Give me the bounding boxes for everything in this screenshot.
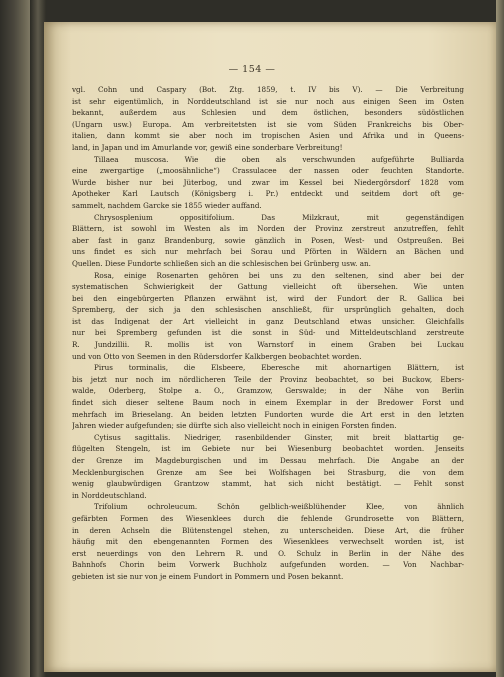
text-line: Mecklenburgischen Grenze am See bei Wolfshagen bei Strasburg, die von dem: [72, 467, 464, 477]
text-line: Bahnhofs Chorin beim Vorwerk Buchholz aufgefunden worden. — Von Nachbar-: [72, 560, 464, 570]
text-line: Cytisus sagittalis. Niedriger, rasenbildender Ginster, mit breit blattartig ge-: [94, 432, 464, 442]
text-line: Tillaea muscosa. Wie die oben als verschwunden aufgeführte Bulliarda: [94, 154, 464, 164]
text-line: sammelt, nachdem Garcke sie 1855 wieder auffand.: [72, 200, 262, 210]
text-line: Trifolium ochroleucum. Schön gelblich-weißblühender Klee, von ähnlich: [94, 502, 464, 512]
page-number: — 154 —: [228, 64, 276, 75]
text-line: und von Otto von Seemen in den Rüdersdorfer Kalkbergen beobachtet worden.: [72, 351, 362, 361]
text-line: Spremberg, der sich ja den schlesischen anschließt, für ursprünglich gehalten, doch: [72, 305, 464, 315]
text-line: Wurde bisher nur bei Jüterbog, und zwar im Kessel bei Niedergörsdorf 1828 vom: [72, 177, 464, 187]
text-line: land, in Japan und im Amurlande vor, gewiß eine sonderbare Verbreitung!: [72, 142, 343, 152]
text-line: walde, Oderberg, Stolpe a. O., Gramzow, Gerswalde; in der Nähe von Berlin: [72, 386, 464, 396]
text-line: italien, dann kommt sie aber noch im tropischen Asien und Afrika und in Queens-: [72, 131, 464, 141]
text-line: Quellen. Diese Fundorte schließen sich an die schlesischen bei Grünberg usw. an.: [72, 258, 371, 268]
text-line: häufig mit den ebengenannten Formen des Wiesenklees verwechselt worden ist, ist: [72, 537, 464, 547]
text-line: wenig glaubwürdigen Grantzow stammt, hat sich nicht bestätigt. — Fehlt sonst: [72, 479, 464, 489]
text-line: der Grenze im Magdeburgischen und im Dessau mehrfach. Die Angabe an der: [72, 456, 464, 465]
text-line: bei den eingebürgerten Pflanzen erwähnt ist, wird der Fundort der R. Gallica bei: [72, 293, 464, 303]
text-line: in deren Achseln die Blütenstengel stehen, zu unterscheiden. Diese Art, die früher: [72, 525, 464, 535]
text-line: flügelten Stengeln, ist im Gebiete nur bei Wiesenburg beobachtet worden. Jenseits: [72, 444, 464, 454]
text-line: Pirus torminalis, die Elsbeere, Eberesche mit ahornartigen Blättern, ist: [94, 363, 464, 373]
text-line: uns findet es sich nur mehrfach bei Sorau und Pförten in Wäldern an Bächen und: [72, 247, 464, 257]
text-line: systematischen Schwierigkeit der Gattung vielleicht oft übersehen. Wie unten: [72, 282, 464, 292]
text-line: Rosa, einige Rosenarten gehören bei uns zu den seltenen, sind aber bei der: [94, 270, 464, 280]
text-line: findet sich dieser seltene Baum noch in einem Exemplar in der Bredower Forst und: [72, 398, 464, 408]
text-line: vgl. Cohn und Caspary (Bot. Ztg. 1859, t. IV bis V). — Die Verbreitung: [72, 85, 464, 94]
page-text: [72, 84, 464, 583]
text-line: ist sehr eigentümlich, in Norddeutschland ist sie nur noch aus einigen Seen im Osten: [72, 96, 464, 106]
text-line: R. Jundzillii. R. mollis ist von Warnstorf in einem Graben bei Luckau: [72, 340, 464, 350]
text-line: gefärbten Formen des Wiesenklees durch die fehlende Grundrosette von Blättern,: [72, 513, 464, 523]
text-line: nur bei Spremberg gefunden ist die sonst in Süd- und Mitteldeutschland zerstreute: [72, 328, 464, 338]
text-line: gebieten ist sie nur von je einem Fundort in Pommern und Posen bekannt.: [72, 571, 344, 581]
text-line: aber fast in ganz Brandenburg, sowie gänzlich in Posen, West- und Ostpreußen. Bei: [72, 235, 464, 245]
text-line: erst neuerdings von den Lehrern R. und O. Schulz in Berlin in der Nähe des: [72, 548, 464, 558]
text-line: bis jetzt nur noch im nördlicheren Teile der Provinz beobachtet, so bei Buckow, Ebers-: [72, 374, 464, 384]
text-line: bekannt, außerdem aus Schlesien und dem östlichen, besonders südöstlichen: [72, 108, 464, 118]
text-line: Apotheker Karl Lautsch (Königsberg i. Pr.) entdeckt und seitdem dort oft ge-: [72, 189, 464, 199]
text-line: (Ungarn usw.) Europa. Am verbreitetsten ist sie vom Süden Frankreichs bis Ober-: [72, 119, 464, 129]
text-line: Chrysosplenium oppositifolium. Das Milzkraut, mit gegenständigen: [94, 212, 464, 222]
text-line: in Norddeutschland.: [72, 490, 147, 500]
text-line: ist das Indigenat der Art vielleicht in ganz Deutschland etwas unsicher. Gleichfalls: [72, 316, 464, 326]
text-line: eine zwergartige („moosähnliche“) Crassulacee der nassen oder feuchten Standorte.: [72, 166, 464, 176]
page-edge: [496, 0, 504, 677]
text-line: Blättern, ist sowohl im Westen als im Norden der Provinz zerstreut anzutreffen, fehlt: [72, 224, 464, 234]
text-line: mehrfach im Brieselang. An beiden letzten Fundorten wurde die Art erst in den letzten: [72, 409, 464, 419]
text-line: Jahren wieder aufgefunden; sie dürfte sich also vielleicht noch in einigen Forsten finden.: [72, 421, 397, 431]
